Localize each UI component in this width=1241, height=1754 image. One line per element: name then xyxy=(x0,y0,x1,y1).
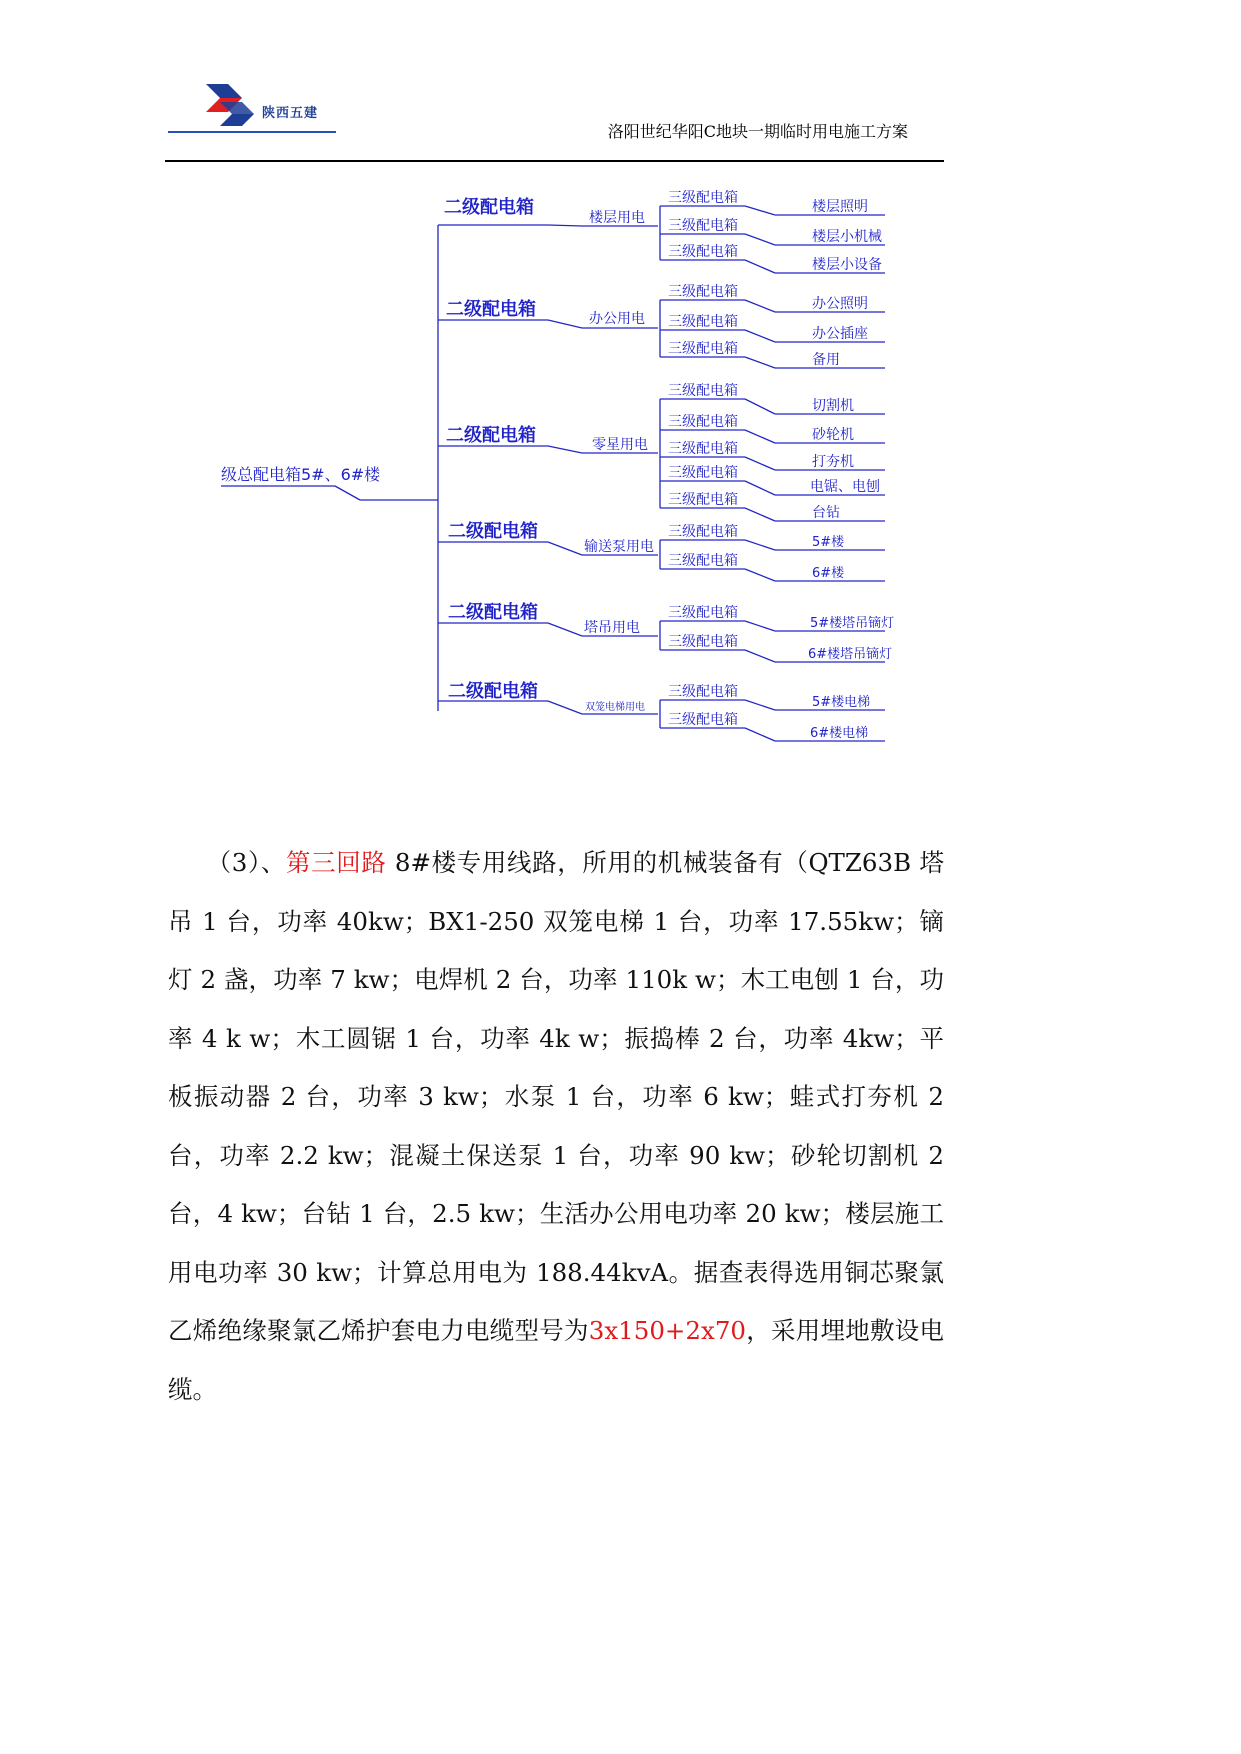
paragraph-body: 8#楼专用线路，所用的机械装备有（QTZ63B 塔吊 1 台，功率 40kw；BX1-250 双笼电梯 1 台，功率 17.55kw；镝灯 2 盏，功率 7 kw；电焊机 2 台，功率 110k w；木工电刨 1 台，功率 4 k w；木工圆锯 1 台，功率 4k w；振捣棒 2 台，功率 4kw；平板振动器 2 台，功率 3 kw；水泵 1 台，功率 6 kw；蛙式打夯机 2 台，功率 2.2 kw；混凝土保送泵 1 台，功率 90 kw；砂轮切割机 2 台，4 kw；台钻 1 台，2.5 kw；生活办公用电功率 20 kw；楼层施工用电功率 30 kw；计算总用电为 188.44kvA。据查表得选用铜芯聚氯乙烯绝缘聚氯乙烯护套电力电缆型号为 xyxy=(168,848,945,1345)
circuit-highlight: 第三回路 xyxy=(285,848,387,877)
load-label: 5#楼 xyxy=(812,535,845,550)
use-label: 办公用电 xyxy=(589,311,645,327)
connector-line xyxy=(745,650,775,662)
level3-label: 三级配电箱 xyxy=(668,314,738,330)
load-label: 台钻 xyxy=(812,505,840,521)
use-label: 输送泵用电 xyxy=(584,539,654,555)
level2-label: 二级配电箱 xyxy=(444,197,534,218)
level3-label: 三级配电箱 xyxy=(668,524,738,540)
connector-line xyxy=(745,399,775,414)
level3-label: 三级配电箱 xyxy=(668,605,738,621)
load-label: 办公照明 xyxy=(812,296,868,312)
page-header xyxy=(0,0,1102,170)
load-label: 6#楼 xyxy=(812,566,845,581)
brand-name: 陕西五建 xyxy=(262,106,319,121)
paragraph-text xyxy=(168,834,944,1419)
connector-line xyxy=(745,540,775,550)
connector-line xyxy=(745,481,775,495)
level2-label: 二级配电箱 xyxy=(448,681,538,702)
level2-label: 二级配电箱 xyxy=(446,425,536,446)
load-label: 电锯、电刨 xyxy=(810,479,880,495)
group-2 xyxy=(446,283,868,368)
load-label: 办公插座 xyxy=(812,326,868,342)
circuit-description xyxy=(168,834,944,1419)
load-label: 楼层照明 xyxy=(812,199,868,215)
level3-label: 三级配电箱 xyxy=(668,441,738,457)
connector-line xyxy=(745,260,775,273)
document-title: 洛阳世纪华阳C地块一期临时用电施工方案 xyxy=(607,122,908,141)
connector-line xyxy=(548,225,582,226)
connector-line xyxy=(745,430,775,443)
use-label: 塔吊用电 xyxy=(584,620,640,636)
load-label: 切割机 xyxy=(812,398,854,414)
level3-label: 三级配电箱 xyxy=(668,190,738,206)
connector-line xyxy=(745,457,775,470)
group-3 xyxy=(446,382,880,521)
level3-label: 三级配电箱 xyxy=(668,553,738,569)
load-label: 备用 xyxy=(812,352,840,368)
company-logo xyxy=(198,80,258,130)
connector-line xyxy=(745,206,775,215)
level3-label: 三级配电箱 xyxy=(668,684,738,700)
paragraph-tail: ，采用埋地敷设电缆。 xyxy=(168,1316,945,1404)
connector-line xyxy=(335,486,360,500)
load-label: 5#楼电梯 xyxy=(812,695,871,710)
load-label: 楼层小设备 xyxy=(812,257,882,273)
level3-label: 三级配电箱 xyxy=(668,383,738,399)
level3-label: 三级配电箱 xyxy=(668,414,738,430)
use-label: 零星用电 xyxy=(592,437,648,453)
distribution-tree-diagram xyxy=(0,180,1102,760)
connector-line xyxy=(745,300,775,312)
level3-label: 三级配电箱 xyxy=(668,465,738,481)
load-label: 楼层小机械 xyxy=(812,229,882,245)
section-number: （3）、 xyxy=(206,848,286,877)
connector-line xyxy=(745,234,775,245)
level3-label: 三级配电箱 xyxy=(668,284,738,300)
connector-line xyxy=(548,320,582,328)
level2-label: 二级配电箱 xyxy=(448,521,538,542)
brand-underline xyxy=(168,131,336,133)
level2-label: 二级配电箱 xyxy=(448,602,538,623)
load-label: 6#楼塔吊镝灯 xyxy=(808,647,893,662)
connector-line xyxy=(745,621,775,631)
connector-line xyxy=(548,542,582,555)
level3-label: 三级配电箱 xyxy=(668,244,738,260)
load-label: 打夯机 xyxy=(812,454,854,470)
connector-line xyxy=(548,446,582,453)
use-label: 楼层用电 xyxy=(589,210,645,226)
header-divider xyxy=(165,160,944,162)
level3-label: 三级配电箱 xyxy=(668,712,738,728)
connector-line xyxy=(745,700,775,710)
load-label: 砂轮机 xyxy=(812,427,854,443)
connector-line xyxy=(745,728,775,741)
level3-label: 三级配电箱 xyxy=(668,218,738,234)
level3-label: 三级配电箱 xyxy=(668,492,738,508)
root-label: 级总配电箱5#、6#楼 xyxy=(221,465,381,484)
use-label: 双笼电梯用电 xyxy=(585,702,645,713)
connector-line xyxy=(548,701,582,714)
cable-spec-highlight: 3x150+2x70 xyxy=(588,1316,747,1345)
level3-label: 三级配电箱 xyxy=(668,634,738,650)
level2-label: 二级配电箱 xyxy=(446,299,536,320)
load-label: 5#楼塔吊镝灯 xyxy=(810,616,895,631)
connector-line xyxy=(548,623,582,636)
connector-line xyxy=(745,357,775,368)
connector-line xyxy=(745,330,775,342)
level3-label: 三级配电箱 xyxy=(668,341,738,357)
connector-line xyxy=(745,569,775,581)
connector-line xyxy=(745,508,775,521)
load-label: 6#楼电梯 xyxy=(810,726,869,741)
